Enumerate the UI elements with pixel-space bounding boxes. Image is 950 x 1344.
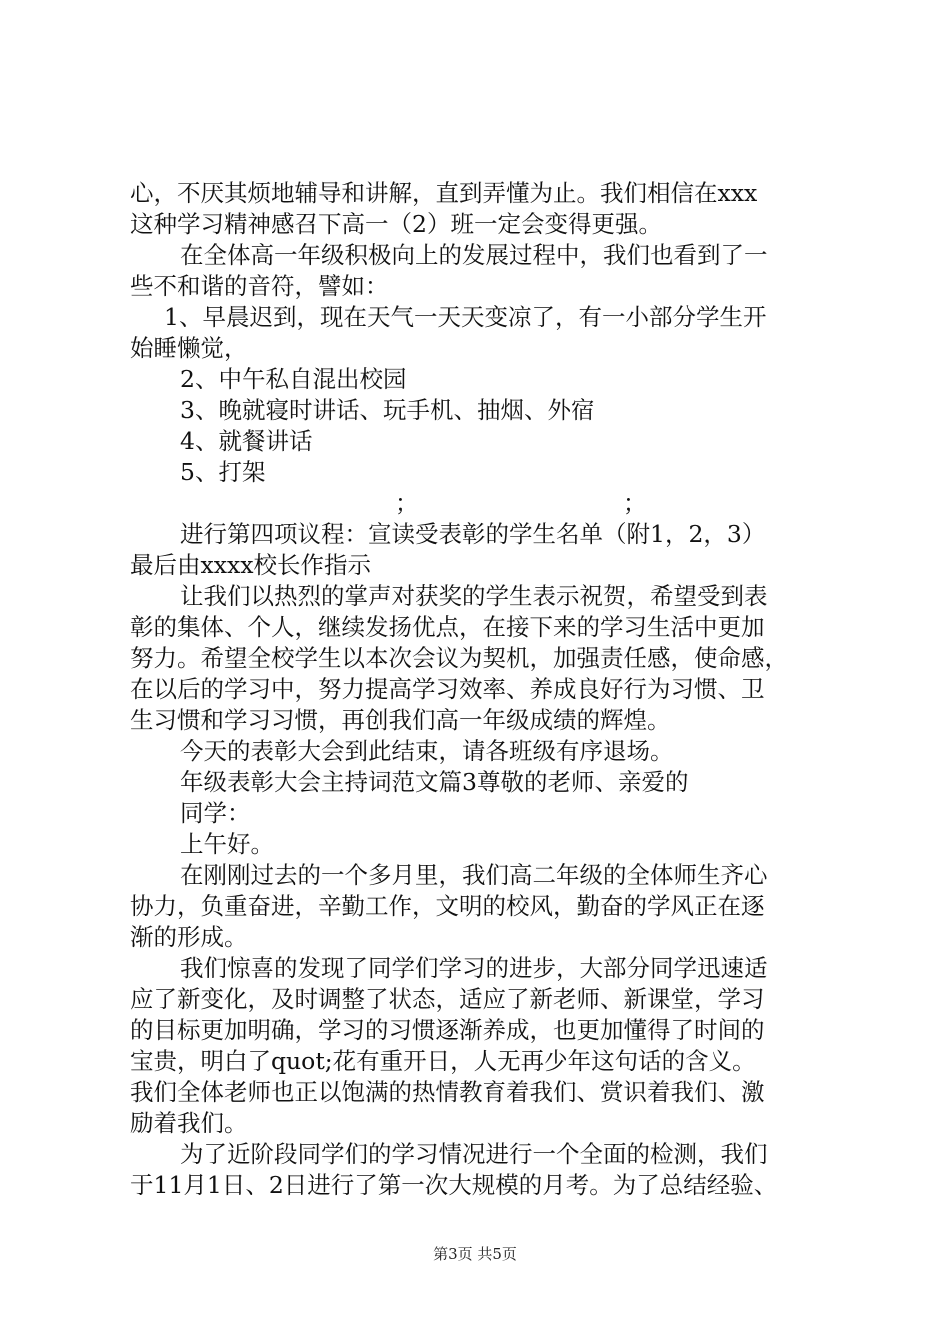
text-line: 应了新变化，及时调整了状态，适应了新老师、新课堂，学习 <box>130 985 765 1013</box>
text-line: 我们全体老师也正以饱满的热情教育着我们、赏识着我们、激 <box>130 1078 765 1106</box>
text-line: 的目标更加明确，学习的习惯逐渐养成，也更加懂得了时间的 <box>130 1016 765 1044</box>
text-line: 在以后的学习中，努力提高学习效率、养成良好行为习惯、卫 <box>130 675 765 703</box>
page-number: 第3页 共5页 <box>433 1245 517 1263</box>
text-line: 这种学习精神感召下高一（2）班一定会变得更强。 <box>130 210 662 238</box>
text-line: 为了近阶段同学们的学习情况进行一个全面的检测，我们 <box>180 1140 768 1168</box>
text-line: 我们惊喜的发现了同学们学习的进步，大部分同学迅速适 <box>180 954 768 982</box>
text-line: 最后由xxxx校长作指示 <box>130 551 372 579</box>
text-line: 励着我们。 <box>130 1109 248 1137</box>
text-line: 些不和谐的音符，譬如： <box>130 272 389 300</box>
text-line: 4、就餐讲话 <box>180 427 313 455</box>
text-line: 生习惯和学习习惯，再创我们高一年级成绩的辉煌。 <box>130 706 671 734</box>
text-line: 2、中午私自混出校园 <box>180 365 407 393</box>
text-line: 同学： <box>180 799 251 827</box>
text-line: 在刚刚过去的一个多月里，我们高二年级的全体师生齐心 <box>180 861 768 889</box>
text-line: 努力。希望全校学生以本次会议为契机，加强责任感，使命感， <box>130 644 788 672</box>
text-line: 3、晚就寝时讲话、玩手机、抽烟、外宿 <box>180 396 595 424</box>
text-line: 宝贵，明白了quot;花有重开日，人无再少年这句话的含义。 <box>130 1047 756 1075</box>
text-line: 渐的形成。 <box>130 923 248 951</box>
text-line: 协力，负重奋进，辛勤工作，文明的校风，勤奋的学风正在逐 <box>130 892 765 920</box>
text-line: 让我们以热烈的掌声对获奖的学生表示祝贺，希望受到表 <box>180 582 768 610</box>
text-line: 彰的集体、个人，继续发扬优点，在接下来的学习生活中更加 <box>130 613 765 641</box>
semicolon-mark: ； <box>623 489 647 517</box>
text-line: 5、打架 <box>180 458 266 486</box>
text-line: 上午好。 <box>180 830 274 858</box>
text-line: 1、早晨迟到，现在天气一天天变凉了，有一小部分学生开 <box>164 303 767 331</box>
semicolon-row <box>130 488 850 519</box>
text-line: 今天的表彰大会到此结束，请各班级有序退场。 <box>180 737 674 765</box>
text-line: 心，不厌其烦地辅导和讲解，直到弄懂为止。我们相信在xxx <box>130 179 758 207</box>
page-footer <box>0 1244 950 1264</box>
text-line: 于11月1日、2日进行了第一次大规模的月考。为了总结经验、 <box>130 1171 778 1199</box>
document-body <box>130 178 850 1201</box>
text-line: 年级表彰大会主持词范文篇3尊敬的老师、亲爱的 <box>180 768 689 796</box>
text-line: 进行第四项议程：宣读受表彰的学生名单（附1，2，3） <box>180 520 766 548</box>
text-line: 始睡懒觉， <box>130 334 248 362</box>
semicolon-mark: ； <box>395 489 419 517</box>
text-line: 在全体高一年级积极向上的发展过程中，我们也看到了一 <box>180 241 768 269</box>
